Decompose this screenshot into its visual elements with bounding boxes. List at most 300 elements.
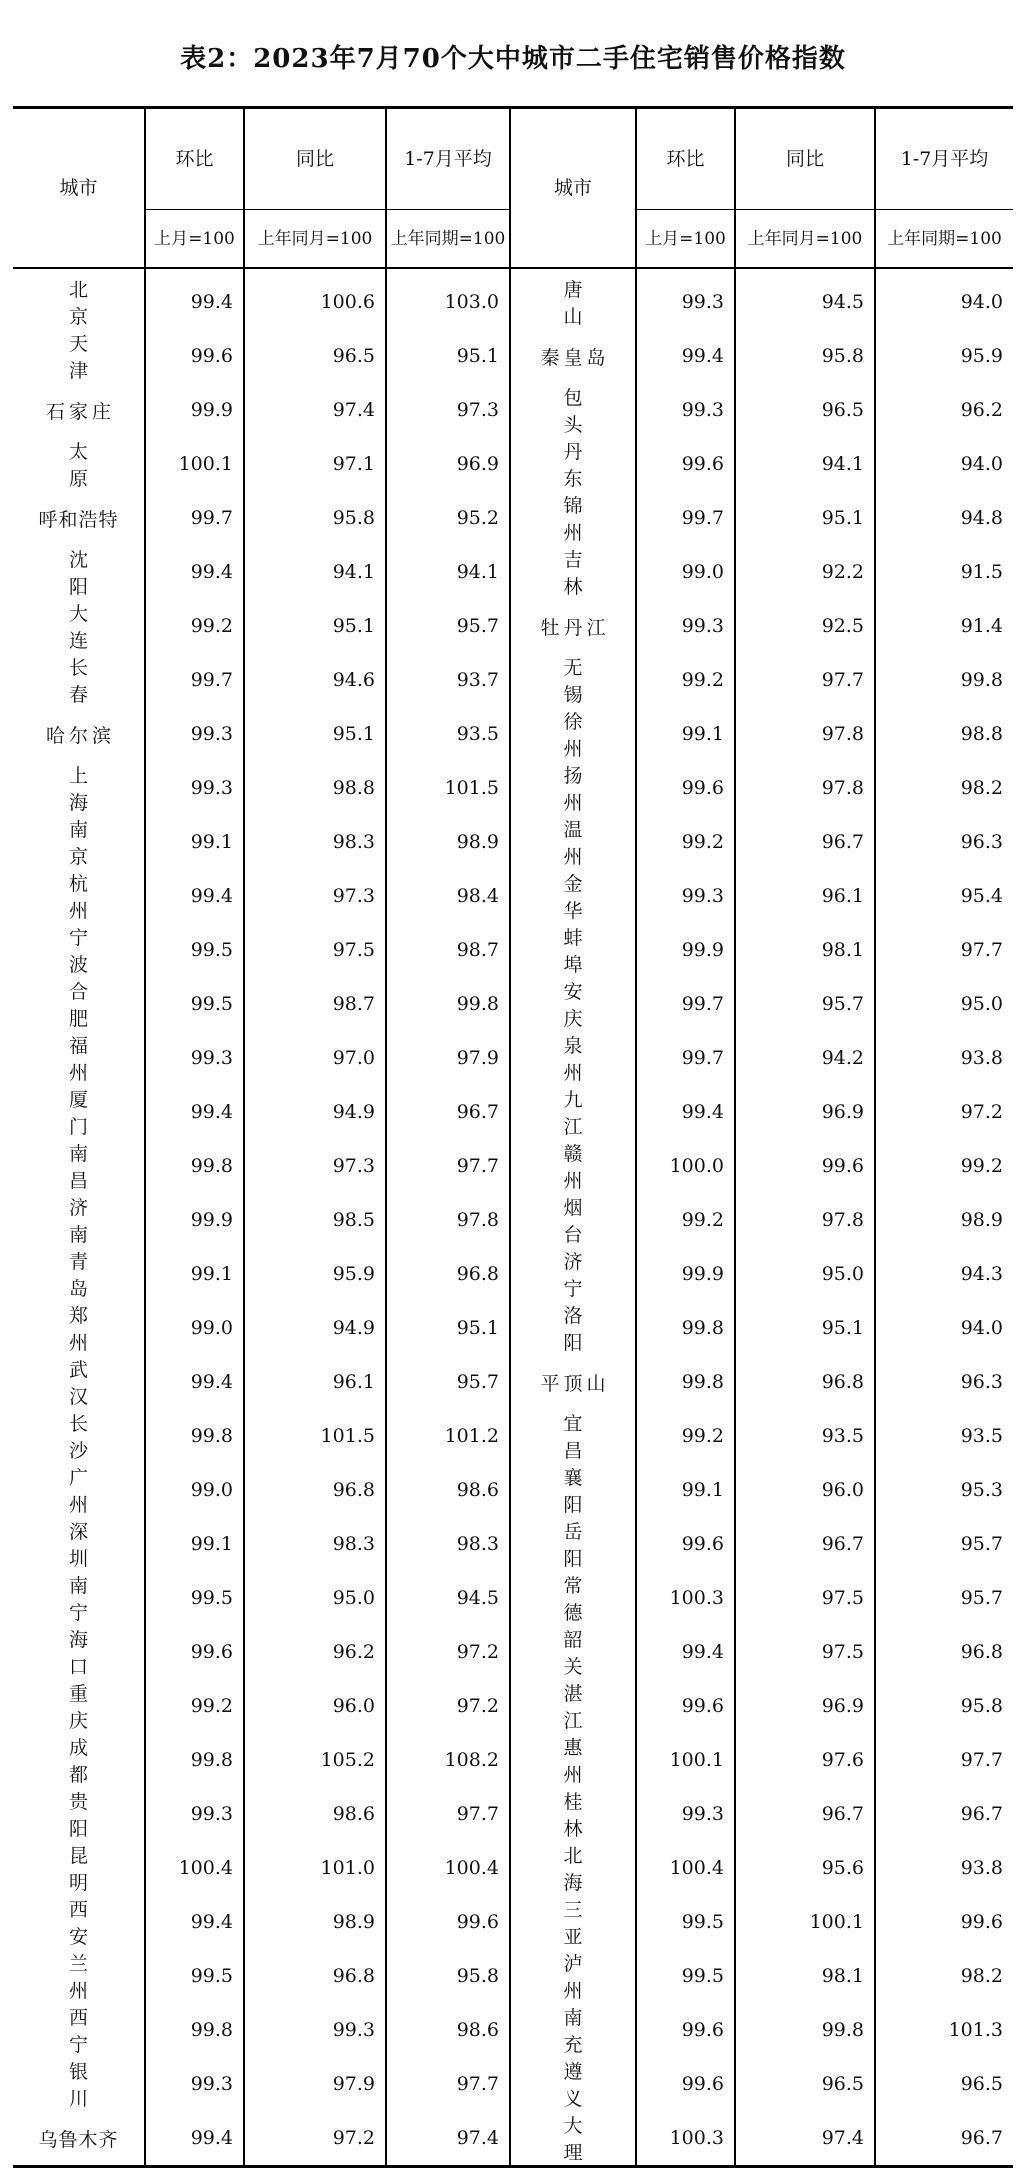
value-avg-left: 101.5: [386, 761, 510, 815]
value-avg-left: 97.9: [386, 1031, 510, 1085]
header-mom-base-left: 上月=100: [145, 210, 244, 269]
table-row: [13, 1517, 1013, 1571]
value-yoy-right: 97.8: [735, 1193, 875, 1247]
value-avg-left: 97.7: [386, 2057, 510, 2111]
city-name-right: 惠州: [510, 1733, 636, 1787]
value-mom-right: 99.3: [636, 869, 735, 923]
table-row: [13, 491, 1013, 545]
value-mom-right: 99.1: [636, 707, 735, 761]
table-row: [13, 1571, 1013, 1625]
value-avg-right: 98.8: [875, 707, 1013, 761]
value-mom-left: 99.3: [145, 1787, 244, 1841]
value-avg-right: 93.5: [875, 1409, 1013, 1463]
value-mom-right: 99.4: [636, 1625, 735, 1679]
value-avg-left: 98.3: [386, 1517, 510, 1571]
city-name-left: 南昌: [68, 1143, 128, 1192]
value-yoy-right: 97.8: [735, 707, 875, 761]
value-yoy-left: 96.8: [244, 1949, 386, 2003]
table-row: [13, 1679, 1013, 1733]
value-avg-left: 97.7: [386, 1787, 510, 1841]
table-row: [13, 268, 1013, 329]
value-avg-right: 95.0: [875, 977, 1013, 1031]
city-name-right: 济宁: [510, 1247, 636, 1301]
table-row: [13, 1895, 1013, 1949]
value-yoy-left: 96.5: [244, 329, 386, 383]
value-yoy-right: 98.1: [735, 923, 875, 977]
value-mom-right: 99.3: [636, 268, 735, 329]
value-avg-left: 97.4: [386, 2111, 510, 2167]
city-name-left: 郑州: [68, 1305, 128, 1354]
city-name-left: 乌鲁木齐: [38, 2128, 119, 2151]
value-avg-left: 94.5: [386, 1571, 510, 1625]
value-mom-right: 99.6: [636, 437, 735, 491]
header-avg-left: 1-7月平均: [386, 108, 510, 210]
value-avg-right: 98.2: [875, 1949, 1013, 2003]
city-name-left: 武汉: [68, 1359, 128, 1408]
value-yoy-left: 97.4: [244, 383, 386, 437]
value-mom-left: 99.6: [145, 1625, 244, 1679]
value-yoy-right: 97.5: [735, 1625, 875, 1679]
value-avg-right: 99.8: [875, 653, 1013, 707]
city-name-left: 南宁: [68, 1575, 128, 1624]
city-name-right: 安庆: [510, 977, 636, 1031]
value-yoy-right: 96.7: [735, 1517, 875, 1571]
value-mom-left: 99.4: [145, 1355, 244, 1409]
table-row: [13, 1193, 1013, 1247]
city-name-left: 广州: [68, 1467, 128, 1516]
city-name-right: 泉州: [510, 1031, 636, 1085]
value-avg-left: 98.6: [386, 2003, 510, 2057]
value-mom-left: 99.6: [145, 329, 244, 383]
value-yoy-left: 97.2: [244, 2111, 386, 2167]
value-yoy-left: 98.3: [244, 815, 386, 869]
city-name-right: 北海: [510, 1841, 636, 1895]
table-row: [13, 1625, 1013, 1679]
city-name-right: 岳阳: [510, 1517, 636, 1571]
value-avg-right: 96.8: [875, 1625, 1013, 1679]
value-avg-right: 96.5: [875, 2057, 1013, 2111]
value-yoy-right: 95.1: [735, 491, 875, 545]
table-row: [13, 2003, 1013, 2057]
value-avg-left: 95.7: [386, 1355, 510, 1409]
header-city-right: 城市: [510, 108, 636, 269]
header-avg-base-left: 上年同期=100: [386, 210, 510, 269]
value-yoy-left: 98.9: [244, 1895, 386, 1949]
value-mom-right: 99.7: [636, 491, 735, 545]
value-mom-right: 99.0: [636, 545, 735, 599]
city-name-left: 贵阳: [68, 1791, 128, 1840]
city-name-right: 襄阳: [510, 1463, 636, 1517]
table-row: [13, 2057, 1013, 2111]
city-name-right: 泸州: [510, 1949, 636, 2003]
value-yoy-right: 95.6: [735, 1841, 875, 1895]
value-mom-left: 99.7: [145, 491, 244, 545]
city-name-left: 上海: [68, 765, 128, 814]
value-mom-right: 99.8: [636, 1301, 735, 1355]
value-avg-right: 95.4: [875, 869, 1013, 923]
city-name-left: 西安: [68, 1899, 128, 1948]
value-yoy-left: 95.1: [244, 599, 386, 653]
value-avg-right: 98.2: [875, 761, 1013, 815]
value-avg-left: 103.0: [386, 268, 510, 329]
value-yoy-right: 97.5: [735, 1571, 875, 1625]
value-mom-left: 99.1: [145, 815, 244, 869]
city-name-left: 合肥: [68, 981, 128, 1030]
value-yoy-right: 94.1: [735, 437, 875, 491]
value-yoy-right: 96.9: [735, 1085, 875, 1139]
value-avg-right: 96.3: [875, 1355, 1013, 1409]
city-name-right: 蚌埠: [510, 923, 636, 977]
city-name-left: 海口: [68, 1629, 128, 1678]
value-mom-right: 99.6: [636, 1679, 735, 1733]
value-mom-left: 99.5: [145, 1571, 244, 1625]
table-row: [13, 1139, 1013, 1193]
table-row: [13, 1949, 1013, 2003]
city-name-right: 宜昌: [510, 1409, 636, 1463]
table-row: [13, 545, 1013, 599]
city-name-left: 南京: [68, 819, 128, 868]
table-row: [13, 1355, 1013, 1409]
city-name-left: 太原: [68, 441, 128, 490]
value-mom-right: 99.5: [636, 1895, 735, 1949]
value-yoy-left: 94.9: [244, 1085, 386, 1139]
header-avg-base-right: 上年同期=100: [875, 210, 1013, 269]
value-avg-right: 97.2: [875, 1085, 1013, 1139]
city-name-left: 杭州: [68, 873, 128, 922]
value-avg-left: 98.4: [386, 869, 510, 923]
value-mom-left: 99.2: [145, 599, 244, 653]
city-name-right: 徐州: [510, 707, 636, 761]
header-yoy-left: 同比: [244, 108, 386, 210]
value-yoy-left: 96.8: [244, 1463, 386, 1517]
table-row: [13, 923, 1013, 977]
city-name-right: 赣州: [510, 1139, 636, 1193]
value-yoy-left: 97.3: [244, 1139, 386, 1193]
value-yoy-left: 98.3: [244, 1517, 386, 1571]
value-avg-left: 98.7: [386, 923, 510, 977]
value-avg-right: 96.7: [875, 1787, 1013, 1841]
value-yoy-right: 97.7: [735, 653, 875, 707]
value-mom-left: 99.3: [145, 2057, 244, 2111]
table-row: [13, 2111, 1013, 2167]
value-yoy-right: 96.1: [735, 869, 875, 923]
table-row: [13, 707, 1013, 761]
header-mom-base-right: 上月=100: [636, 210, 735, 269]
value-mom-left: 99.4: [145, 2111, 244, 2167]
table-row: [13, 383, 1013, 437]
city-name-right: 锦州: [510, 491, 636, 545]
value-yoy-right: 96.7: [735, 1787, 875, 1841]
table-title: 表2：2023年7月70个大中城市二手住宅销售价格指数: [180, 44, 846, 74]
table-row: [13, 1463, 1013, 1517]
header-yoy-right: 同比: [735, 108, 875, 210]
value-yoy-right: 99.6: [735, 1139, 875, 1193]
header-mom-left: 环比: [145, 108, 244, 210]
value-yoy-left: 97.5: [244, 923, 386, 977]
value-mom-right: 99.2: [636, 1409, 735, 1463]
value-yoy-right: 96.5: [735, 2057, 875, 2111]
table-row: [13, 1031, 1013, 1085]
city-name-right: 扬州: [510, 761, 636, 815]
header-avg-right: 1-7月平均: [875, 108, 1013, 210]
value-yoy-left: 95.9: [244, 1247, 386, 1301]
value-avg-left: 108.2: [386, 1733, 510, 1787]
city-name-right: 无锡: [510, 653, 636, 707]
city-name-left: 沈阳: [68, 549, 128, 598]
value-avg-left: 99.8: [386, 977, 510, 1031]
value-mom-right: 99.3: [636, 1787, 735, 1841]
value-yoy-right: 97.4: [735, 2111, 875, 2167]
city-name-left: 昆明: [68, 1845, 128, 1894]
value-yoy-left: 97.0: [244, 1031, 386, 1085]
city-name-right: 三亚: [510, 1895, 636, 1949]
value-avg-right: 97.7: [875, 923, 1013, 977]
value-yoy-left: 98.5: [244, 1193, 386, 1247]
value-yoy-right: 95.8: [735, 329, 875, 383]
value-yoy-right: 92.2: [735, 545, 875, 599]
value-mom-left: 99.4: [145, 545, 244, 599]
value-avg-right: 91.4: [875, 599, 1013, 653]
city-name-left: 长春: [68, 657, 128, 706]
city-name-right: 九江: [510, 1085, 636, 1139]
value-mom-left: 99.3: [145, 707, 244, 761]
header-yoy-base-right: 上年同月=100: [735, 210, 875, 269]
value-yoy-left: 99.3: [244, 2003, 386, 2057]
value-yoy-left: 97.1: [244, 437, 386, 491]
table-row: [13, 1409, 1013, 1463]
value-avg-left: 95.1: [386, 329, 510, 383]
city-name-right: 包头: [510, 383, 636, 437]
value-mom-right: 99.3: [636, 599, 735, 653]
value-avg-right: 98.9: [875, 1193, 1013, 1247]
value-yoy-right: 96.9: [735, 1679, 875, 1733]
value-avg-right: 94.8: [875, 491, 1013, 545]
city-name-left: 福州: [68, 1035, 128, 1084]
table-row: [13, 977, 1013, 1031]
table-header: [13, 108, 1013, 269]
value-mom-left: 99.7: [145, 653, 244, 707]
value-mom-left: 99.0: [145, 1463, 244, 1517]
value-mom-left: 99.2: [145, 1679, 244, 1733]
value-mom-left: 100.4: [145, 1841, 244, 1895]
city-name-left: 济南: [68, 1197, 128, 1246]
city-name-right: 牡丹江: [510, 599, 636, 653]
value-avg-right: 94.0: [875, 1301, 1013, 1355]
value-mom-right: 99.3: [636, 383, 735, 437]
value-yoy-left: 95.0: [244, 1571, 386, 1625]
value-avg-left: 97.2: [386, 1625, 510, 1679]
value-avg-right: 99.6: [875, 1895, 1013, 1949]
value-mom-right: 99.8: [636, 1355, 735, 1409]
value-avg-left: 95.7: [386, 599, 510, 653]
value-avg-right: 91.5: [875, 545, 1013, 599]
value-mom-right: 100.0: [636, 1139, 735, 1193]
value-yoy-right: 99.8: [735, 2003, 875, 2057]
value-yoy-left: 101.0: [244, 1841, 386, 1895]
value-yoy-right: 96.7: [735, 815, 875, 869]
table-row: [13, 1247, 1013, 1301]
city-name-right: 洛阳: [510, 1301, 636, 1355]
value-avg-right: 95.9: [875, 329, 1013, 383]
value-yoy-right: 96.5: [735, 383, 875, 437]
value-avg-left: 96.7: [386, 1085, 510, 1139]
header-city-left: 城市: [13, 108, 145, 269]
table-row: [13, 761, 1013, 815]
value-mom-left: 99.3: [145, 1031, 244, 1085]
city-name-left: 天津: [68, 333, 128, 382]
value-avg-left: 97.3: [386, 383, 510, 437]
city-name-left: 银川: [68, 2061, 128, 2110]
value-avg-left: 100.4: [386, 1841, 510, 1895]
city-name-right: 遵义: [510, 2057, 636, 2111]
value-yoy-left: 100.6: [244, 268, 386, 329]
city-name-right: 桂林: [510, 1787, 636, 1841]
value-yoy-right: 97.8: [735, 761, 875, 815]
value-mom-left: 99.8: [145, 1139, 244, 1193]
value-mom-left: 99.1: [145, 1247, 244, 1301]
city-name-left: 石家庄: [45, 400, 115, 423]
city-name-right: 烟台: [510, 1193, 636, 1247]
city-name-left: 深圳: [68, 1521, 128, 1570]
value-yoy-left: 98.8: [244, 761, 386, 815]
price-index-table: [13, 106, 1013, 2168]
value-mom-right: 100.4: [636, 1841, 735, 1895]
value-avg-left: 98.6: [386, 1463, 510, 1517]
city-name-right: 湛江: [510, 1679, 636, 1733]
value-avg-right: 101.3: [875, 2003, 1013, 2057]
value-avg-right: 95.8: [875, 1679, 1013, 1733]
value-mom-right: 99.9: [636, 1247, 735, 1301]
value-avg-left: 97.7: [386, 1139, 510, 1193]
city-name-left: 北京: [68, 279, 128, 328]
value-mom-right: 99.4: [636, 1085, 735, 1139]
value-avg-right: 96.3: [875, 815, 1013, 869]
value-mom-right: 99.6: [636, 2003, 735, 2057]
value-avg-right: 94.0: [875, 437, 1013, 491]
table-row: [13, 599, 1013, 653]
value-avg-right: 93.8: [875, 1841, 1013, 1895]
city-name-right: 常德: [510, 1571, 636, 1625]
value-mom-right: 99.9: [636, 923, 735, 977]
value-avg-left: 95.8: [386, 1949, 510, 2003]
value-avg-left: 99.6: [386, 1895, 510, 1949]
value-yoy-right: 93.5: [735, 1409, 875, 1463]
value-mom-left: 99.9: [145, 1193, 244, 1247]
table-row: [13, 1301, 1013, 1355]
value-mom-right: 100.3: [636, 2111, 735, 2167]
city-name-right: 平顶山: [510, 1355, 636, 1409]
value-mom-right: 99.7: [636, 977, 735, 1031]
value-mom-left: 99.8: [145, 1733, 244, 1787]
value-avg-right: 94.0: [875, 268, 1013, 329]
value-yoy-right: 95.7: [735, 977, 875, 1031]
value-avg-right: 93.8: [875, 1031, 1013, 1085]
city-name-right: 南充: [510, 2003, 636, 2057]
value-mom-right: 99.2: [636, 1193, 735, 1247]
value-yoy-right: 95.1: [735, 1301, 875, 1355]
value-avg-left: 96.8: [386, 1247, 510, 1301]
table-row: [13, 869, 1013, 923]
table-row: [13, 437, 1013, 491]
table-row: [13, 1733, 1013, 1787]
city-name-left: 兰州: [68, 1953, 128, 2002]
table-row: [13, 329, 1013, 383]
value-mom-right: 99.7: [636, 1031, 735, 1085]
value-mom-left: 99.4: [145, 268, 244, 329]
value-mom-right: 99.2: [636, 815, 735, 869]
value-mom-left: 99.4: [145, 869, 244, 923]
value-mom-left: 99.1: [145, 1517, 244, 1571]
city-name-left: 哈尔滨: [45, 724, 115, 747]
city-name-left: 呼和浩特: [38, 508, 119, 531]
city-name-left: 西宁: [68, 2007, 128, 2056]
header-mom-right: 环比: [636, 108, 735, 210]
table-row: [13, 653, 1013, 707]
value-mom-left: 99.3: [145, 761, 244, 815]
city-name-left: 厦门: [68, 1089, 128, 1138]
city-name-right: 温州: [510, 815, 636, 869]
value-avg-left: 97.8: [386, 1193, 510, 1247]
value-avg-right: 95.3: [875, 1463, 1013, 1517]
city-name-right: 丹东: [510, 437, 636, 491]
table-body: [13, 268, 1013, 2167]
value-mom-left: 99.8: [145, 1409, 244, 1463]
value-avg-left: 95.2: [386, 491, 510, 545]
value-mom-right: 100.1: [636, 1733, 735, 1787]
city-name-right: 吉林: [510, 545, 636, 599]
value-yoy-right: 100.1: [735, 1895, 875, 1949]
value-mom-left: 99.5: [145, 923, 244, 977]
value-mom-right: 99.5: [636, 1949, 735, 2003]
value-yoy-right: 94.5: [735, 268, 875, 329]
value-mom-right: 99.2: [636, 653, 735, 707]
value-avg-right: 96.7: [875, 2111, 1013, 2167]
value-avg-left: 93.7: [386, 653, 510, 707]
value-yoy-left: 94.9: [244, 1301, 386, 1355]
value-yoy-left: 94.1: [244, 545, 386, 599]
header-yoy-base-left: 上年同月=100: [244, 210, 386, 269]
value-yoy-right: 96.8: [735, 1355, 875, 1409]
value-yoy-left: 96.1: [244, 1355, 386, 1409]
value-yoy-left: 95.8: [244, 491, 386, 545]
city-name-left: 青岛: [68, 1251, 128, 1300]
value-yoy-left: 97.9: [244, 2057, 386, 2111]
value-yoy-right: 92.5: [735, 599, 875, 653]
city-name-left: 成都: [68, 1737, 128, 1786]
value-yoy-left: 96.2: [244, 1625, 386, 1679]
value-yoy-left: 98.7: [244, 977, 386, 1031]
city-name-right: 韶关: [510, 1625, 636, 1679]
value-avg-right: 94.3: [875, 1247, 1013, 1301]
city-name-right: 秦皇岛: [510, 329, 636, 383]
value-avg-left: 95.1: [386, 1301, 510, 1355]
value-yoy-right: 96.0: [735, 1463, 875, 1517]
value-avg-right: 95.7: [875, 1571, 1013, 1625]
value-mom-left: 99.5: [145, 977, 244, 1031]
value-yoy-right: 94.2: [735, 1031, 875, 1085]
value-avg-left: 93.5: [386, 707, 510, 761]
value-yoy-right: 97.6: [735, 1733, 875, 1787]
value-yoy-right: 95.0: [735, 1247, 875, 1301]
value-avg-left: 97.2: [386, 1679, 510, 1733]
value-yoy-left: 95.1: [244, 707, 386, 761]
city-name-left: 长沙: [68, 1413, 128, 1462]
value-avg-left: 94.1: [386, 545, 510, 599]
table-row: [13, 1787, 1013, 1841]
value-mom-left: 99.0: [145, 1301, 244, 1355]
value-mom-right: 99.4: [636, 329, 735, 383]
value-yoy-left: 105.2: [244, 1733, 386, 1787]
